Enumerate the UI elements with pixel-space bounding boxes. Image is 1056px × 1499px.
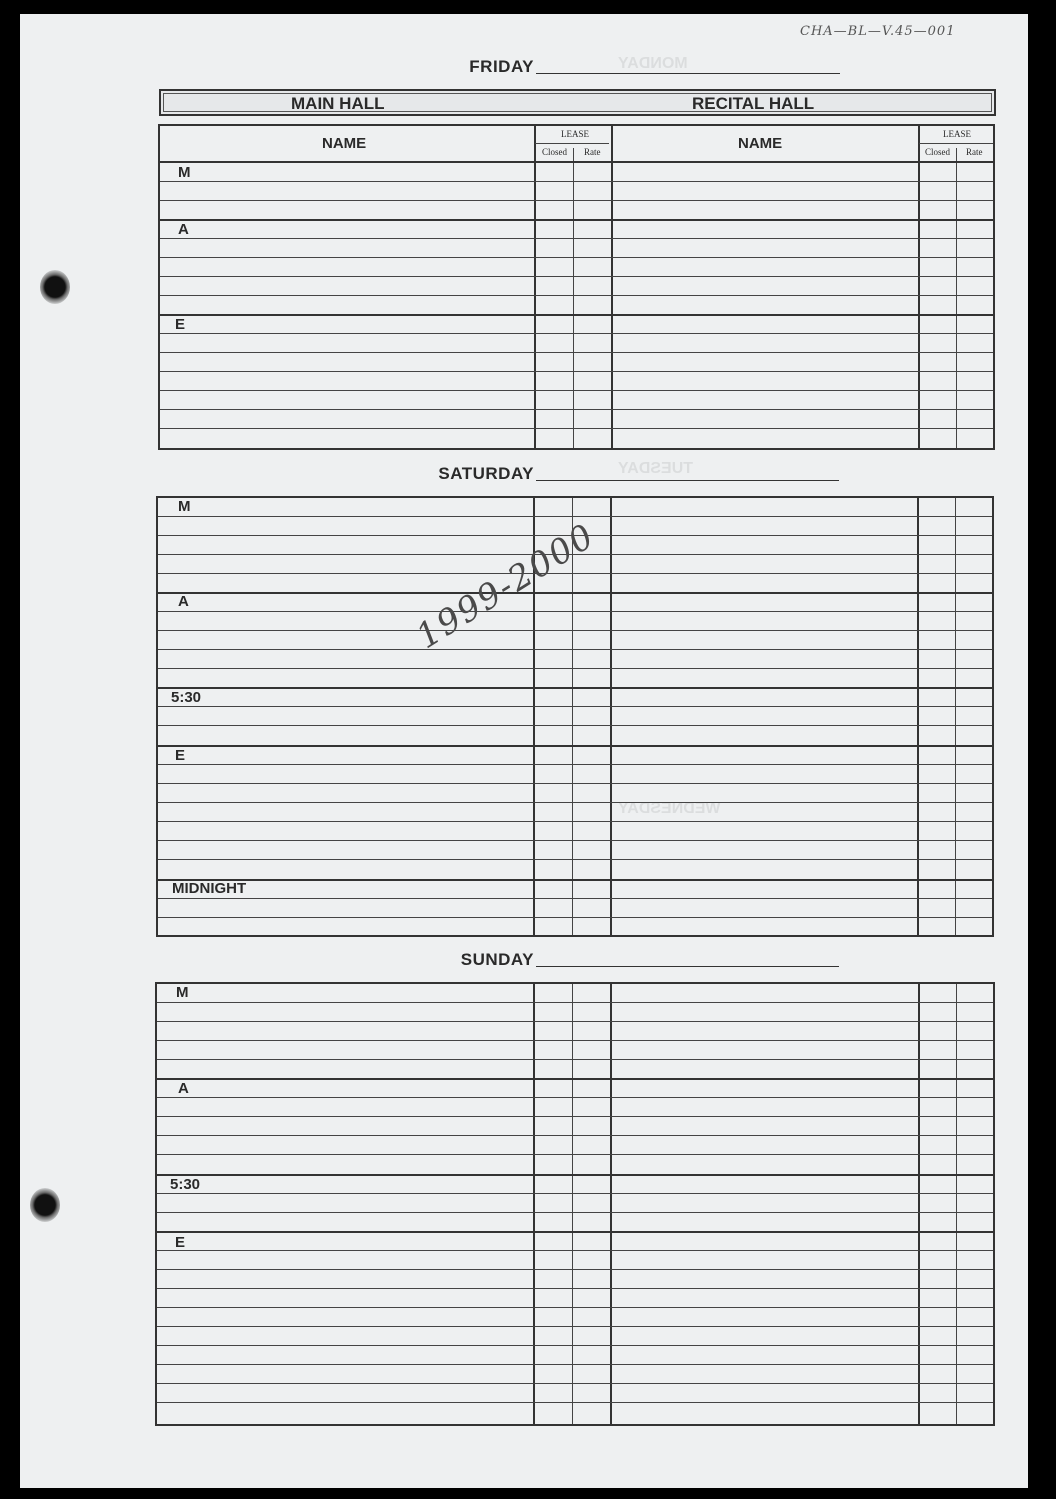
- row-line: [157, 1307, 993, 1308]
- show-through-day: MONDAY: [618, 55, 688, 72]
- row-line: [160, 181, 993, 182]
- show-through-day: WEDNESDAY: [618, 800, 721, 817]
- row-line: [158, 725, 992, 726]
- rate-column-header: Rate: [584, 147, 601, 157]
- column-divider: [955, 498, 956, 935]
- row-line: [157, 1059, 993, 1060]
- row-line: [157, 1135, 993, 1136]
- slot-label: E: [175, 747, 186, 764]
- column-divider: [610, 984, 612, 1424]
- row-line: [157, 1326, 993, 1327]
- slot-label: 5:30: [170, 1176, 201, 1193]
- slot-label: A: [178, 1080, 189, 1097]
- row-line: [157, 1021, 993, 1022]
- show-through-day: TUESDAY: [618, 460, 693, 477]
- slot-rule: [158, 687, 992, 689]
- sunday-grid: [155, 982, 995, 1426]
- name-column-header: NAME: [738, 135, 783, 152]
- row-line: [158, 802, 992, 803]
- column-divider: [956, 148, 957, 448]
- slot-label: E: [175, 316, 186, 333]
- row-line: [157, 1040, 993, 1041]
- row-line: [158, 573, 992, 574]
- hall-header-frame: [163, 93, 992, 112]
- row-line: [160, 428, 993, 429]
- row-line: [160, 409, 993, 410]
- row-line: [158, 840, 992, 841]
- row-line: [157, 1212, 993, 1213]
- row-line: [157, 1002, 993, 1003]
- row-line: [158, 783, 992, 784]
- closed-column-header: Closed: [542, 147, 568, 157]
- row-line: [157, 1288, 993, 1289]
- lease-column-header: LEASE: [561, 129, 589, 139]
- row-line: [158, 898, 992, 899]
- column-divider: [573, 148, 574, 448]
- row-line: [158, 611, 992, 612]
- slot-rule: [158, 745, 992, 747]
- row-line: [158, 668, 992, 669]
- row-line: [157, 1116, 993, 1117]
- row-line: [160, 200, 993, 201]
- row-line: [160, 390, 993, 391]
- slot-label: E: [175, 1234, 186, 1251]
- column-divider: [918, 126, 920, 448]
- slot-rule: [157, 1231, 993, 1233]
- lease-column-header: LEASE: [943, 129, 971, 139]
- column-divider: [918, 984, 920, 1424]
- slot-rule: [160, 219, 993, 221]
- row-line: [158, 630, 992, 631]
- row-line: [158, 706, 992, 707]
- column-divider: [611, 126, 613, 448]
- main-hall-title: MAIN HALL: [291, 94, 385, 113]
- catalog-note: CHA—BL—V.45—001: [800, 24, 956, 39]
- slot-label: M: [176, 984, 189, 1001]
- row-line: [158, 649, 992, 650]
- header-rule: [160, 161, 993, 163]
- row-line: [157, 1097, 993, 1098]
- slot-label: M: [178, 164, 191, 181]
- row-line: [157, 1154, 993, 1155]
- row-line: [160, 371, 993, 372]
- slot-label: A: [178, 593, 189, 610]
- row-line: [160, 238, 993, 239]
- hall-header: [159, 89, 996, 116]
- day-label: SATURDAY: [438, 464, 534, 483]
- slot-label: A: [178, 221, 189, 238]
- closed-column-header: Closed: [925, 147, 951, 157]
- row-line: [157, 1250, 993, 1251]
- slot-label: MIDNIGHT: [172, 880, 247, 897]
- rate-column-header: Rate: [966, 147, 983, 157]
- handwritten-year-note: 1999-2000: [409, 515, 603, 657]
- day-label: FRIDAY: [469, 57, 534, 76]
- row-line: [158, 917, 992, 918]
- recital-hall-title: RECITAL HALL: [692, 94, 815, 113]
- slot-rule: [158, 592, 992, 594]
- row-line: [157, 1383, 993, 1384]
- day-heading-sunday: [300, 950, 534, 970]
- slot-rule: [158, 879, 992, 881]
- column-divider: [572, 984, 573, 1424]
- row-line: [158, 821, 992, 822]
- binder-hole-bottom: [30, 1188, 60, 1222]
- slot-rule: [157, 1078, 993, 1080]
- column-divider: [610, 498, 612, 935]
- lease-subrule: [535, 143, 609, 144]
- row-line: [157, 1193, 993, 1194]
- friday-grid: [158, 124, 995, 450]
- slot-rule: [160, 314, 993, 316]
- day-heading-saturday: [300, 464, 534, 484]
- binder-hole-top: [40, 270, 70, 304]
- row-line: [160, 295, 993, 296]
- day-rule: [536, 73, 840, 74]
- row-line: [157, 1269, 993, 1270]
- day-label: SUNDAY: [460, 950, 534, 969]
- row-line: [157, 1364, 993, 1365]
- row-line: [158, 516, 992, 517]
- column-divider: [534, 126, 536, 448]
- column-divider: [956, 984, 957, 1424]
- day-rule: [536, 480, 839, 481]
- row-line: [157, 1345, 993, 1346]
- day-rule: [536, 966, 839, 967]
- row-line: [158, 859, 992, 860]
- slot-label: M: [178, 498, 191, 515]
- row-line: [160, 257, 993, 258]
- day-heading-friday: [300, 57, 534, 77]
- column-divider: [917, 498, 919, 935]
- row-line: [160, 276, 993, 277]
- row-line: [160, 333, 993, 334]
- name-column-header: NAME: [322, 135, 367, 152]
- row-line: [158, 764, 992, 765]
- row-line: [160, 352, 993, 353]
- slot-label: 5:30: [171, 689, 202, 706]
- lease-subrule: [919, 143, 993, 144]
- row-line: [157, 1402, 993, 1403]
- column-divider: [533, 984, 535, 1424]
- slot-rule: [157, 1174, 993, 1176]
